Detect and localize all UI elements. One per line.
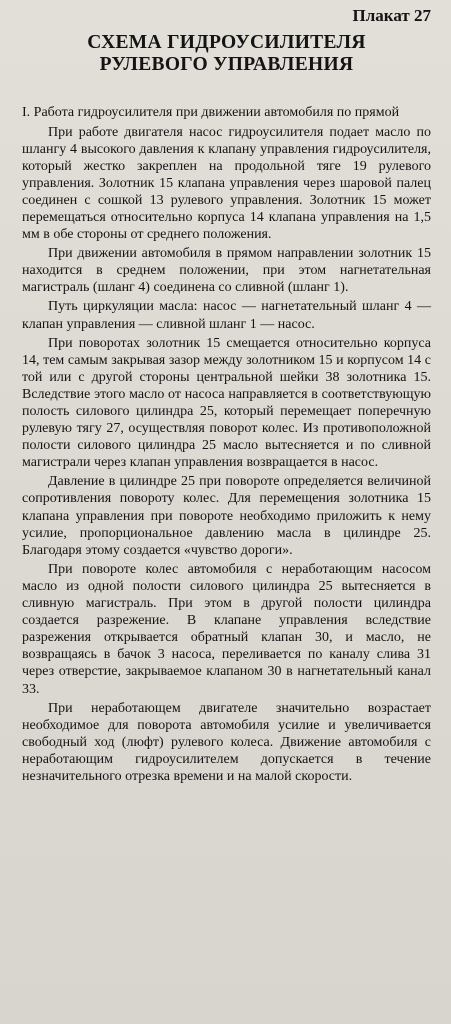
paragraph-7: При неработающем двигателе значительно возрастает необходимое для поворота автомобиля усилие и увеличивается свободный ход (люфт) рулевого колеса. Движение автомобиля с неработающим гидроусилителем допускается в течение незначительного отрезка времени и на малой скорости. xyxy=(22,700,431,784)
paragraph-4: При поворотах золотник 15 смещается относительно корпуса 14, тем самым закрывая зазор между золотником 15 и корпусом 14 с той или с другой стороны центральной шейки 38 золотника 15. Вследствие этого масло от насоса направляется в соответствующую полость силового цилиндра 25, который перемещает поперечную рулевую тягу 27, осуществляя поворот колес. Из противоположной полости силового цилиндра 25 масло вытесняется и по сливной магистрали через клапан управления возвращается в насос. xyxy=(22,335,431,471)
paragraph-5: Давление в цилиндре 25 при повороте определяется величиной сопротивления повороту колес. Для перемещения золотника 15 клапана управления при повороте необходимо приложить к нему усилие, пропорциональное давлению масла в цилиндре 25. Благодаря этому создается «чувство дороги». xyxy=(22,474,431,558)
paragraph-3: Путь циркуляции масла: насос — нагнетательный шланг 4 — клапан управления — сливной шланг 1 — насос. xyxy=(22,299,431,332)
paragraph-2: При движении автомобиля в прямом направлении золотник 15 находится в среднем положении, при этом нагнетательная магистраль (шланг 4) соединена со сливной (шланг 1). xyxy=(22,246,431,296)
title-line-2: РУЛЕВОГО УПРАВЛЕНИЯ xyxy=(99,54,354,75)
page-title xyxy=(22,32,431,76)
title-line-1: СХЕМА ГИДРОУСИЛИТЕЛЯ xyxy=(87,32,366,53)
paragraph-6: При повороте колес автомобиля с неработающим насосом масло из одной полости силового цилиндра 25 вытесняется в сливную магистраль. При этом в другой полости цилиндра создается разрежение. В клапане управления вследствие разрежения открывается обратный клапан 30, и масло, не возвращаясь в бачок 3 насоса, переливается по каналу слива 31 через отверстие, закрываемое клапаном 30 в нагнетательный канал 33. xyxy=(22,561,431,697)
poster-label: Плакат 27 xyxy=(352,6,431,25)
paragraph-1: При работе двигателя насос гидроусилителя подает масло по шлангу 4 высокого давления к клапану управления гидроусилителя, который жестко закреплен на продольной тяге 19 рулевого управления. Золотник 15 клапана управления через шаровой палец соединен с сошкой 13 рулевого управления. Золотник 15 может перемещаться относительно корпуса 14 клапана управления на 1,5 мм в обе стороны от среднего положения. xyxy=(22,124,431,243)
section-heading: I. Работа гидроусилителя при движении автомобиля по прямой xyxy=(22,105,400,120)
